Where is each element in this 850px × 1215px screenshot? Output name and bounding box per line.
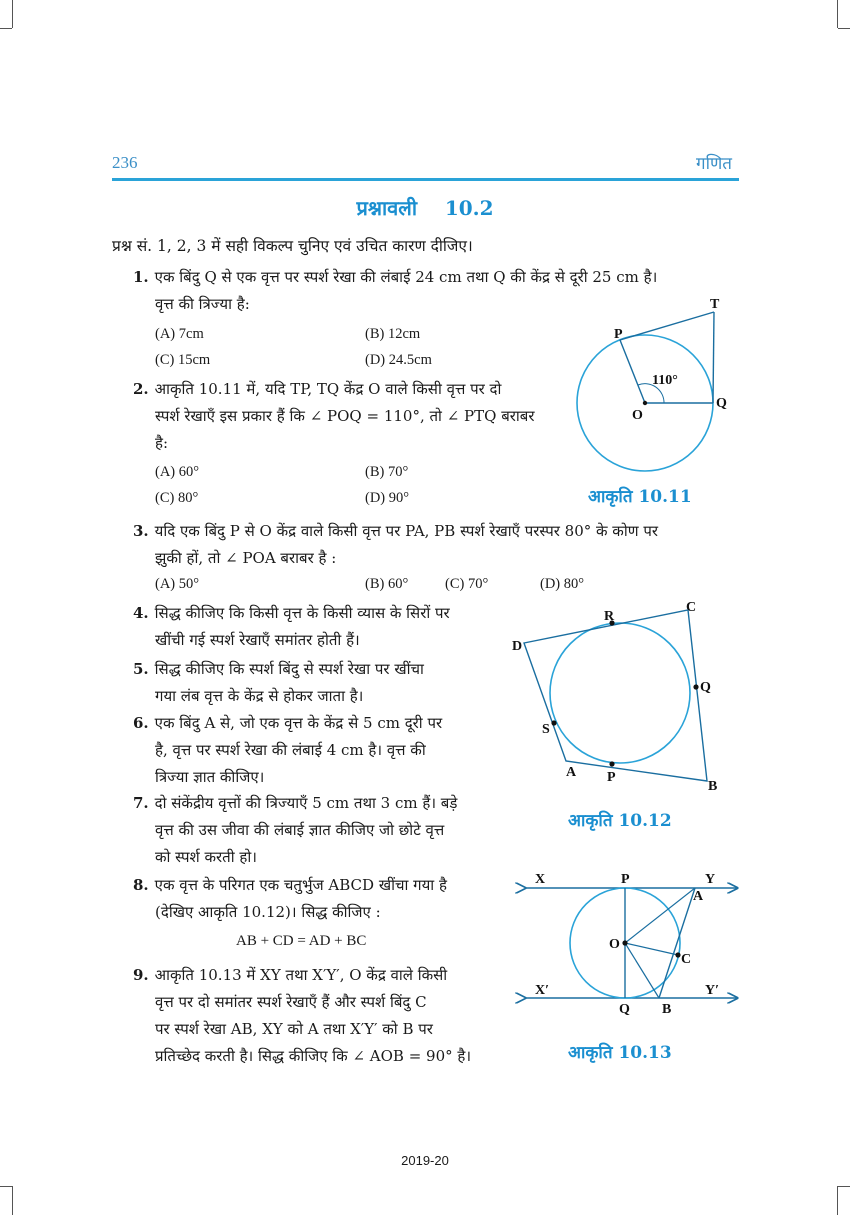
question-text: एक बिंदु A से, जो एक वृत्त के केंद्र से 5 cm दूरी पर (154, 714, 443, 732)
question-3 (133, 518, 658, 572)
radius-op (620, 340, 645, 403)
figure-10-12 (510, 598, 718, 798)
question-5 (133, 656, 424, 710)
question-text: यदि एक बिंदु P से O केंद्र वाले किसी वृत्त पर PA, PB स्पर्श रेखाएँ परस्पर 80° के कोण पर (154, 522, 658, 540)
question-number: 3. (133, 522, 149, 540)
figure-caption: आकृति 10.12 (568, 811, 672, 831)
tangent-point-p (609, 761, 614, 766)
label-o: O (632, 408, 643, 423)
question-9 (133, 962, 471, 1070)
question-4 (133, 600, 450, 654)
question-text: स्पर्श रेखाएँ इस प्रकार हैं कि ∠ POQ = 110°, तो ∠ PTQ बराबर (155, 407, 535, 425)
label-p: P (607, 770, 616, 785)
footer-year: 2019-20 (401, 1153, 449, 1168)
tangent-tp (620, 312, 714, 340)
crop-mark (0, 1186, 12, 1187)
question-text: झुकी हों, तो ∠ POA बराबर है : (155, 549, 337, 567)
question-number: 6. (133, 714, 149, 732)
label-y: Y (705, 872, 716, 887)
label-q: Q (716, 396, 727, 411)
header-rule (112, 178, 739, 181)
segment-oa (625, 888, 695, 943)
tangent-point-q (693, 684, 698, 689)
question-text: पर स्पर्श रेखा AB, XY को A तथा X′Y′ को B पर (155, 1020, 433, 1038)
label-q: Q (619, 1002, 630, 1017)
question-text: वृत्त की उस जीवा की लंबाई ज्ञात कीजिए जो छोटे वृत्त (155, 821, 445, 839)
option-c: (C) 70° (445, 576, 489, 592)
label-y-prime: Y′ (705, 983, 720, 998)
question-number: 1. (133, 268, 149, 286)
question-text: को स्पर्श करती हो। (155, 848, 257, 866)
label-t: T (710, 297, 720, 312)
label-c: C (681, 952, 692, 967)
tangent-tq (713, 312, 714, 403)
exercise-intro: प्रश्न सं. 1, 2, 3 में सही विकल्प चुनिए एवं उचित कारण दीजिए। (112, 237, 473, 255)
option-b: (B) 70° (365, 464, 409, 480)
question-text: दो संकेंद्रीय वृत्तों की त्रिज्याएँ 5 cm तथा 3 cm हैं। बड़े (154, 794, 458, 812)
crop-mark (838, 1186, 850, 1187)
question-text: प्रतिच्छेद करती है। सिद्ध कीजिए कि ∠ AOB = 90° है। (155, 1047, 472, 1065)
segment-oc (625, 943, 678, 955)
crop-mark (12, 0, 13, 28)
figure-caption: आकृति 10.11 (588, 487, 692, 507)
option-d: (D) 90° (365, 490, 410, 506)
label-b: B (662, 1002, 672, 1017)
crop-mark (837, 0, 838, 28)
question-number: 9. (133, 966, 149, 984)
option-b: (B) 60° (365, 576, 409, 592)
label-c: C (686, 600, 697, 615)
exercise-title: प्रश्नावली 10.2 (356, 196, 494, 220)
question-text: सिद्ध कीजिए कि किसी वृत्त के किसी व्यास के सिरों पर (154, 604, 450, 622)
question-text: गया लंब वृत्त के केंद्र से होकर जाता है। (155, 687, 364, 705)
label-p: P (621, 872, 630, 887)
label-q: Q (700, 680, 711, 695)
question-text: आकृति 10.13 में XY तथा X′Y′, O केंद्र वाले किसी (154, 966, 448, 984)
crop-mark (838, 28, 850, 29)
label-s: S (542, 722, 550, 737)
segment-ob (625, 943, 659, 998)
page-number: 236 (112, 153, 138, 172)
label-r: R (604, 609, 615, 624)
question-text: एक बिंदु Q से एक वृत्त पर स्पर्श रेखा की लंबाई 24 cm तथा Q की केंद्र से दूरी 25 cm है। (154, 268, 658, 286)
question-text: है: (155, 434, 169, 452)
circle (550, 623, 690, 763)
option-b: (B) 12cm (365, 326, 421, 342)
question-8 (133, 872, 447, 926)
option-d: (D) 24.5cm (365, 352, 432, 368)
tangent-point-c (675, 952, 680, 957)
label-x-prime: X′ (535, 983, 550, 998)
figure-10-13 (515, 866, 745, 1026)
option-a: (A) 50° (155, 576, 200, 592)
subject-title: गणित (696, 154, 732, 174)
question-text: वृत्त की त्रिज्या है: (155, 295, 250, 313)
figure-10-11 (570, 292, 730, 472)
label-x: X (535, 872, 546, 887)
question-7 (133, 790, 457, 871)
question-text: आकृति 10.11 में, यदि TP, TQ केंद्र O वाले किसी वृत्त पर दो (154, 380, 502, 398)
question-number: 5. (133, 660, 149, 678)
crop-mark (12, 1186, 13, 1215)
label-b: B (708, 779, 718, 794)
tangent-point-s (551, 720, 556, 725)
option-a: (A) 7cm (155, 326, 204, 342)
question-text: खींची गई स्पर्श रेखाएँ समांतर होती हैं। (155, 631, 360, 649)
question-text: एक वृत्त के परिगत एक चतुर्भुज ABCD खींचा गया है (154, 876, 447, 894)
question-text: सिद्ध कीजिए कि स्पर्श बिंदु से स्पर्श रेखा पर खींचा (154, 660, 424, 678)
question-number: 4. (133, 604, 149, 622)
option-c: (C) 15cm (155, 352, 211, 368)
label-a: A (693, 889, 704, 904)
center-point (622, 940, 627, 945)
crop-mark (837, 1186, 838, 1215)
question-text: (देखिए आकृति 10.12)। सिद्ध कीजिए : (155, 903, 381, 921)
question-text: त्रिज्या ज्ञात कीजिए। (155, 768, 265, 786)
center-point (643, 401, 647, 405)
label-p: P (614, 327, 623, 342)
question-6 (133, 710, 442, 791)
question-number: 8. (133, 876, 149, 894)
label-o: O (609, 937, 620, 952)
question-text: वृत्त पर दो समांतर स्पर्श रेखाएँ हैं और स्पर्श बिंदु C (155, 993, 427, 1011)
label-a: A (566, 765, 577, 780)
option-c: (C) 80° (155, 490, 199, 506)
figure-caption: आकृति 10.13 (568, 1043, 672, 1063)
question-number: 7. (133, 794, 149, 812)
option-d: (D) 80° (540, 576, 585, 592)
question-text: है, वृत्त पर स्पर्श रेखा की लंबाई 4 cm है। वृत्त की (155, 741, 426, 759)
question-number: 2. (133, 380, 149, 398)
question-2 (133, 376, 534, 457)
option-a: (A) 60° (155, 464, 200, 480)
label-angle: 110° (652, 373, 678, 388)
formula: AB + CD = AD + BC (236, 933, 367, 949)
crop-mark (0, 28, 12, 29)
label-d: D (512, 639, 523, 654)
quadrilateral-abcd (524, 610, 707, 781)
